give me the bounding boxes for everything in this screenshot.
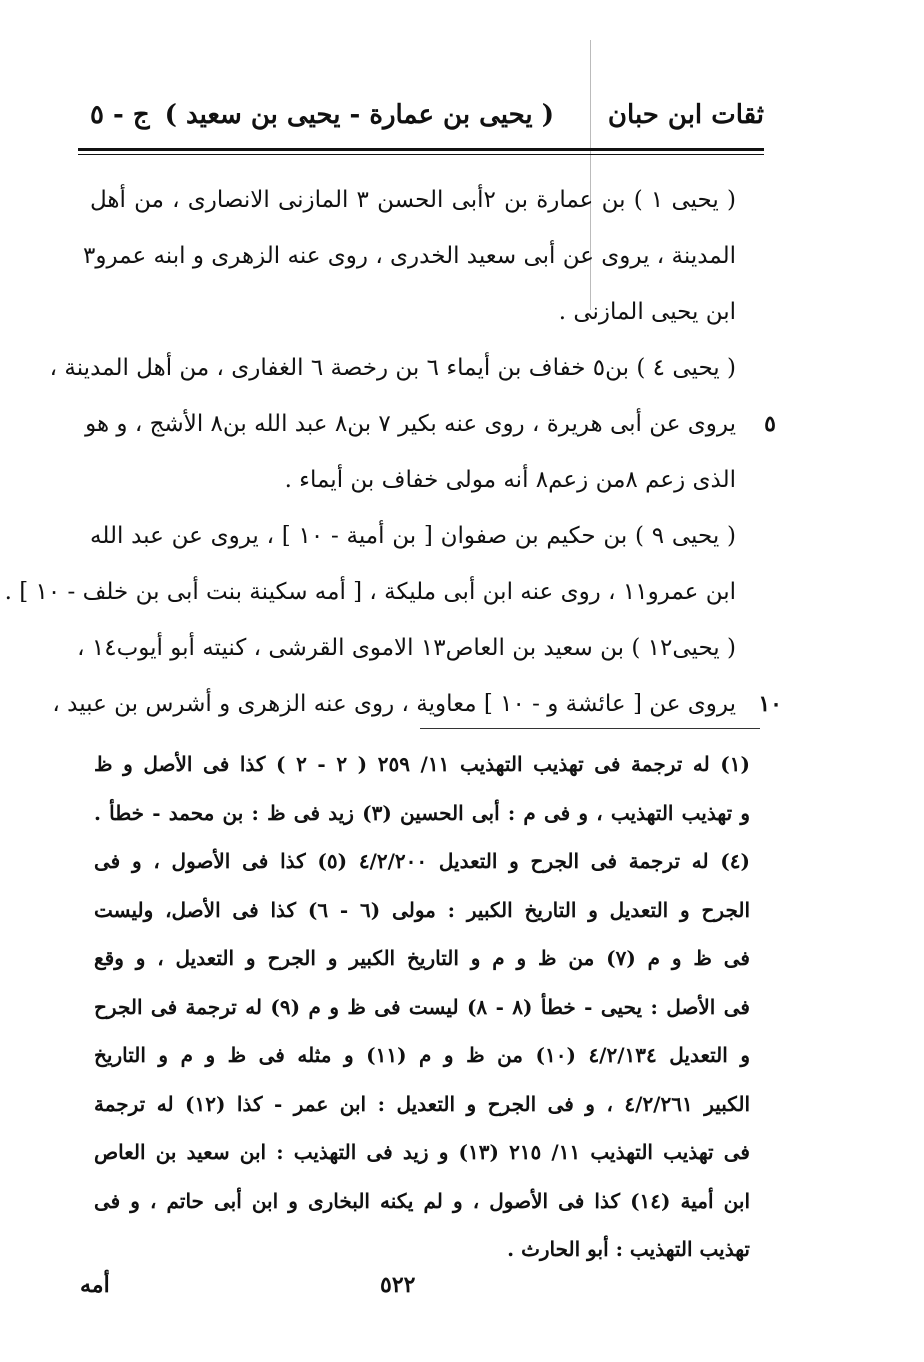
page-footer xyxy=(80,1272,764,1302)
footnote-line: و تهذيب التهذيب ، و فى م : أبى الحسين (٣) زيد فى ظ : بن محمد - خطأ . xyxy=(94,800,750,825)
line-number-10: ١٠ xyxy=(758,691,782,717)
page-number: ٥٢٢ xyxy=(380,1272,416,1298)
signature-mark: أمه xyxy=(80,1272,110,1298)
text-line: الذى زعم ٨من زعم٨ أنه مولى خفاف بن أيماء . xyxy=(284,467,736,493)
header-rule-thin xyxy=(78,154,764,155)
footnote-line: فى تهذيب التهذيب ١١/ ٢١٥ (١٣) و زيد فى التهذيب : ابن سعيد بن العاص xyxy=(94,1140,750,1164)
main-text xyxy=(4,172,782,732)
text-line: ( يحيى ١ ) بن عمارة بن ٢أبى الحسن ٣ المازنى الانصارى ، من أهل xyxy=(90,187,736,213)
line-number-5: ٥ xyxy=(764,411,776,437)
text-line-5 xyxy=(85,396,776,452)
volume-label: ج - ٥ xyxy=(90,100,150,130)
text-line: ابن عمرو١١ ، روى عنه ابن أبى مليكة ، [ أمه سكينة بنت أبى بن خلف - ١٠ ] . xyxy=(4,579,736,605)
footnote-line: و التعديل ٤/٢/١٣٤ (١٠) من ظ و م (١١) و مثله فى ظ و م و التاريخ xyxy=(94,1043,750,1067)
text-line-content: يروى عن أبى هريرة ، روى عنه بكير ٧ بن٨ عبد الله بن٨ الأشج ، و هو xyxy=(85,411,736,437)
footnote-separator xyxy=(420,728,760,729)
text-line-10 xyxy=(52,676,782,732)
section-title: ( يحيى بن عمارة - يحيى بن سعيد ) xyxy=(164,100,554,130)
book-title: ثقات ابن حبان xyxy=(607,100,764,130)
text-line-content: يروى عن [ عائشة و - ١٠ ] معاوية ، روى عنه الزهرى و أشرس بن عبيد ، xyxy=(52,691,736,717)
text-line: ابن يحيى المازنى . xyxy=(558,299,736,325)
footnote-line: (٤) له ترجمة فى الجرح و التعديل ٤/٢/٢٠٠ (٥) كذا فى الأصول ، و فى xyxy=(94,849,750,873)
footnotes xyxy=(94,740,750,1274)
text-line: المدينة ، يروى عن أبى سعيد الخدرى ، روى عنه الزهرى و ابنه عمرو٣ xyxy=(82,243,736,269)
footnote-line: ابن أمية (١٤) كذا فى الأصول ، و لم يكنه البخارى و ابن أبى حاتم ، و فى xyxy=(94,1188,750,1213)
footnote-line: (١) له ترجمة فى تهذيب التهذيب ١١/ ٢٥٩ ( ٢ - ٢ ) كذا فى الأصل و ظ xyxy=(94,752,750,776)
footnote-line: فى الأصل : يحيى - خطأ (٨ - ٨) ليست فى ظ و م (٩) له ترجمة فى الجرح xyxy=(94,994,750,1019)
running-header xyxy=(80,100,764,144)
footnote-line: تهذيب التهذيب : أبو الحارث . xyxy=(507,1237,750,1261)
header-rule-thick xyxy=(78,148,764,151)
text-line: ( يحيى ٩ ) بن حكيم بن صفوان [ بن أمية - ١٠ ] ، يروى عن عبد الله xyxy=(90,523,736,549)
text-line: ( يحيى ٤ ) بن٥ خفاف بن أيماء ٦ بن رخصة ٦ الغفارى ، من أهل المدينة ، xyxy=(49,355,736,381)
footnote-line: الجرح و التعديل و التاريخ الكبير : مولى (٦ - ٦) كذا فى الأصل، وليست xyxy=(94,897,751,922)
footnote-line: الكبير ٤/٢/٢٦١ ، و فى الجرح و التعديل : ابن عمر - كذا (١٢) له ترجمة xyxy=(94,1091,750,1116)
text-line: ( يحيى١٢ ) بن سعيد بن العاص١٣ الاموى القرشى ، كنيته أبو أيوب١٤ ، xyxy=(77,635,736,661)
footnote-line: فى ظ و م (٧) من ظ و م و التاريخ الكبير و الجرح و التعديل ، و وقع xyxy=(94,946,750,970)
